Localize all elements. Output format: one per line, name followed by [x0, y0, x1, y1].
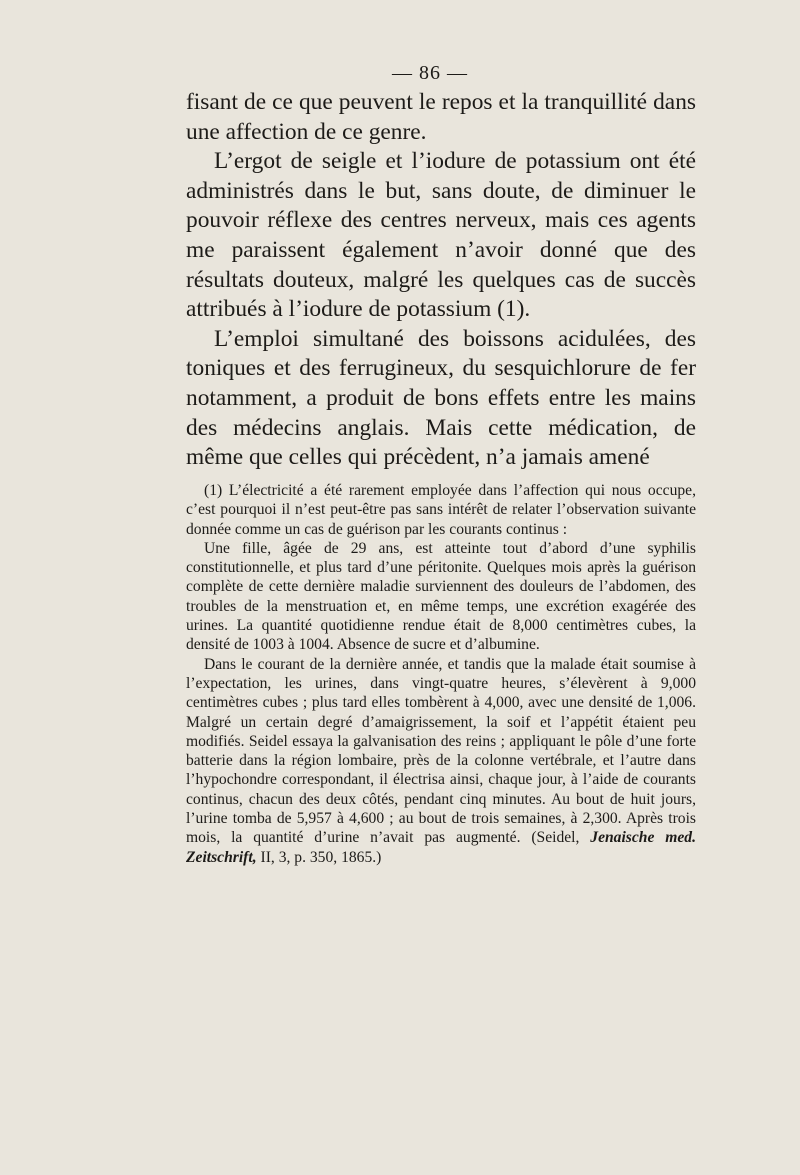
main-text	[186, 88, 696, 473]
paragraph-3: L’emploi simultané des boissons acidulées, des toniques et des ferrugineux, du sesquichlorure de fer notamment, a produit de bons effets entre les mains des médecins anglais. Mais cette médication, de même que celles qui précèdent, n’a jamais amené	[186, 325, 696, 471]
footnote-case-1: Une fille, âgée de 29 ans, est atteinte tout d’abord d’une syphilis constitutionnelle, et plus tard d’une péritonite. Quelques mois après la guérison complète de cette dernière maladie surviennent des douleurs de l’abdomen, des troubles de la menstruation et, en même temps, une excrétion exagérée des urines. La quantité quotidienne rendue était de 8,000 centimètres cubes, la densité de 1003 à 1004. Absence de sucre et d’albumine.	[186, 539, 696, 654]
paragraph-2: L’ergot de seigle et l’iodure de potassium ont été administrés dans le but, sans doute, de diminuer le pouvoir réflexe des centres nerveux, mais ces agents me paraissent également n’avoir donné que des résultats douteux, malgré les quelques cas de succès attribués à l’iodure de potassium (1).	[186, 148, 696, 323]
citation-journal: Jenaische med. Zeitschrift,	[186, 829, 696, 866]
page-number: — 86 —	[392, 62, 468, 84]
footnote-case-2	[186, 655, 696, 867]
footnote-intro: (1) L’électricité a été rarement employée dans l’affection qui nous occupe, c’est pourquoi il n’est peut-être pas sans intérêt de relater l’observation suivante donnée comme un cas de guérison par les courants continus :	[186, 482, 696, 538]
footnote-case-2-text: Dans le courant de la dernière année, et tandis que la malade était soumise à l’expectation, les urines, dans vingt-quatre heures, s’élevèrent à 9,000 centimètres cubes ; plus tard elles tombèrent à 4,000, avec une densité de 1,006. Malgré un certain degré d’amaigrissement, la soif et l’appétit étaient peu modifiés. Seidel essaya la galvanisation des reins ; appliquant le pôle d’une forte batterie dans la région lombaire, près de la colonne vertébrale, et l’autre dans l’hypochondre correspondant, il électrisa ainsi, chaque jour, à l’aide de courants continus, chacun des deux côtés, pendant cinq minutes. Au bout de huit jours, l’urine tomba de 5,957 à 4,600 ; au bout de trois semaines, à 2,300. Après trois mois, la quantité d’urine n’avait pas augmenté. (Seidel,	[186, 655, 696, 847]
paragraph-1: fisant de ce que peuvent le repos et la tranquillité dans une affection de ce genre.	[186, 89, 696, 145]
footnote	[186, 481, 696, 867]
citation-end: II, 3, p. 350, 1865.)	[260, 848, 382, 866]
